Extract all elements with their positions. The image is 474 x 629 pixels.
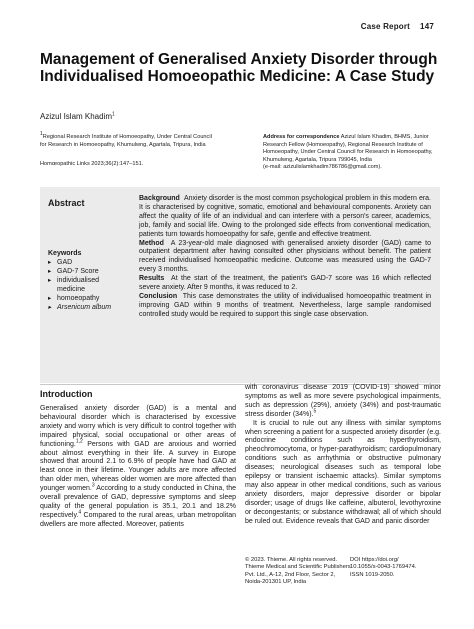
affiliation	[40, 131, 232, 149]
affiliation-sup: 1	[40, 131, 43, 138]
correspondence-line-3: Khumulwng, Agartala, Tripura 799045, India	[263, 156, 372, 163]
doi-value[interactable]: 10.1055/s-0043-1769474.	[350, 564, 417, 571]
abstract-text	[139, 195, 431, 320]
keyword-item: ▸ GAD	[48, 259, 133, 268]
abstract-conclusion: Conclusion This case demonstrates the utility of individualised homoeopathic treatment in improving GAD within 9 months of treatment. Nevertheless, large sample randomised controlled study would be required to support this single case observation.	[139, 292, 431, 318]
page-number: 147	[420, 22, 434, 31]
background-label: Background	[139, 195, 180, 202]
keyword-item: ▸ Arsenicum album	[48, 304, 133, 313]
doi-line[interactable]: DOI https://doi.org/	[350, 557, 399, 563]
article-title: Management of Generalised Anxiety Disorder through Individualised Homoeopathic Medicine: A Case Study	[40, 51, 438, 85]
keywords-heading: Keywords	[48, 250, 82, 257]
section-label: Case Report	[360, 22, 411, 31]
citation: Homœopathic Links 2023;36(2):147–151.	[40, 161, 144, 167]
intro-paragraph-2: with coronavirus disease 2019 (COVID-19) showed minor symptoms as well as more severe psychological impairments, such as depression (29%), anxiety (34%) and post-traumatic stress disorder (34%).$^5$	[245, 384, 441, 418]
intro-paragraph-1: Generalised anxiety disorder (GAD) is a mental and behavioural disorder which is characterised by excessive anxiety and worry which is very difficult to control together with impaired physical, social occupational or other areas of functioning.$^{1,2}$ Persons with GAD are anxious and worried about almost everything in their life. A survey in Europe showed that around 2.1 to 6.9% of people have had GAD at least once in their lifetime. Younger adults are more affected than older men, whereas older women are more affected than younger women.$^3$ According to a study conducted in China, the overall prevalence of GAD, depressive symptoms and sleep quality of the general population is 35.1, 20.1 and 18.2% respectively.$^4$ Compared to the rural areas, urban metropolitan dwellers are more affected. Moreover, patients	[40, 405, 236, 528]
abstract-results: Results At the start of the treatment, the patient's GAD-7 score was 16 which reflected severe anxiety. After 9 months, it was reduced to 2.	[139, 275, 431, 292]
keywords-list	[48, 259, 133, 312]
abstract-background: Background Anxiety disorder is the most common psychological problem in this modern era. It is characterised by cognitive, somatic, emotional and behavioural components. Anxiety can affect the quality of life of an individual and can interfere with a person's career, academics, job, family and social life. Owing to the prolonged side effects from conventional medication, patients turn towards homoeopathy for safe, gentle and effective treatment.	[139, 195, 432, 238]
author-name: Azizul Islam Khadim	[40, 112, 113, 121]
results-label: Results	[139, 275, 165, 283]
method-label: Method	[139, 239, 164, 247]
affiliation-line-2: for Research in Homoeopathy, Khumulwng, Agartala, Tripura, India	[40, 141, 206, 148]
author-sup: 1	[112, 111, 115, 118]
abstract-method: Method A 23-year-old male diagnosed with generalised anxiety disorder (GAD) came to outpatient department after having consulted other physicians without benefit. The patient received individualised homoeopathic medicine. Outcome was measured using the GAD-7 every 3 months.	[139, 239, 431, 274]
issn: ISSN 1019-2050.	[350, 571, 395, 578]
correspondence-line-2: Homoeopathy, Under Central Council for Research in Homoeopathy,	[263, 149, 433, 156]
running-header	[361, 22, 434, 31]
keyword-item: ▸ GAD-7 Score	[48, 268, 133, 277]
intro-paragraph-3: It is crucial to rule out any illness with similar symptoms when screening a patient for a suspected anxiety disorder (e.g. endocrine conditions such as hyperthyroidism, pheochromocytoma, or hyper-parathyroidism; cardiopulmonary conditions such as arrhythmia or obstructive pulmonary diseases; neurological diseases such as temporal lobe epilepsy or transient ischaemic attacks). Similar symptoms may also appear in other medical conditions, such as various anxiety disorders, major depressive disorder or bipolar disorder; usage of drugs like caffeine, albuterol, levothyroxine or decongestants; or substance withdrawal; all of which should be ruled out. Evidence reveals that GAD and panic disorder	[245, 419, 441, 525]
affiliation-line-1: Regional Research Institute of Homoeopathy, Under Central Council	[42, 134, 212, 140]
abstract-heading: Abstract	[48, 198, 85, 208]
correspondence-line-1: Research Fellow (Homoeopathy), Regional Research Institute of	[263, 141, 423, 148]
correspondence	[263, 134, 443, 172]
author-line	[40, 112, 115, 121]
keyword-item: ▸ homoeopathy	[48, 295, 133, 304]
intro-column-left	[40, 405, 236, 530]
abstract-box	[40, 187, 440, 383]
copyright-footer: © 2023. Thieme. All rights reserved. Thieme Medical and Scientific Publishers Pvt. Ltd., A-12, 2nd Floor, Sector 2, Noida-201301 UP, India	[245, 557, 351, 586]
introduction-heading: Introduction	[40, 389, 93, 399]
doi-footer	[350, 557, 446, 579]
correspondence-label: Address for correspondence	[263, 134, 340, 140]
correspondence-first: Azizul Islam Khadim, BHMS, Junior	[339, 134, 429, 140]
correspondence-email[interactable]: (e-mail: azizulislamkhadim786786@gmail.com).	[263, 164, 382, 171]
conclusion-label: Conclusion	[139, 292, 178, 300]
keyword-item-continued: medicine	[57, 285, 86, 293]
intro-column-right	[245, 384, 441, 527]
keyword-item: ▸ individualised	[48, 277, 133, 286]
